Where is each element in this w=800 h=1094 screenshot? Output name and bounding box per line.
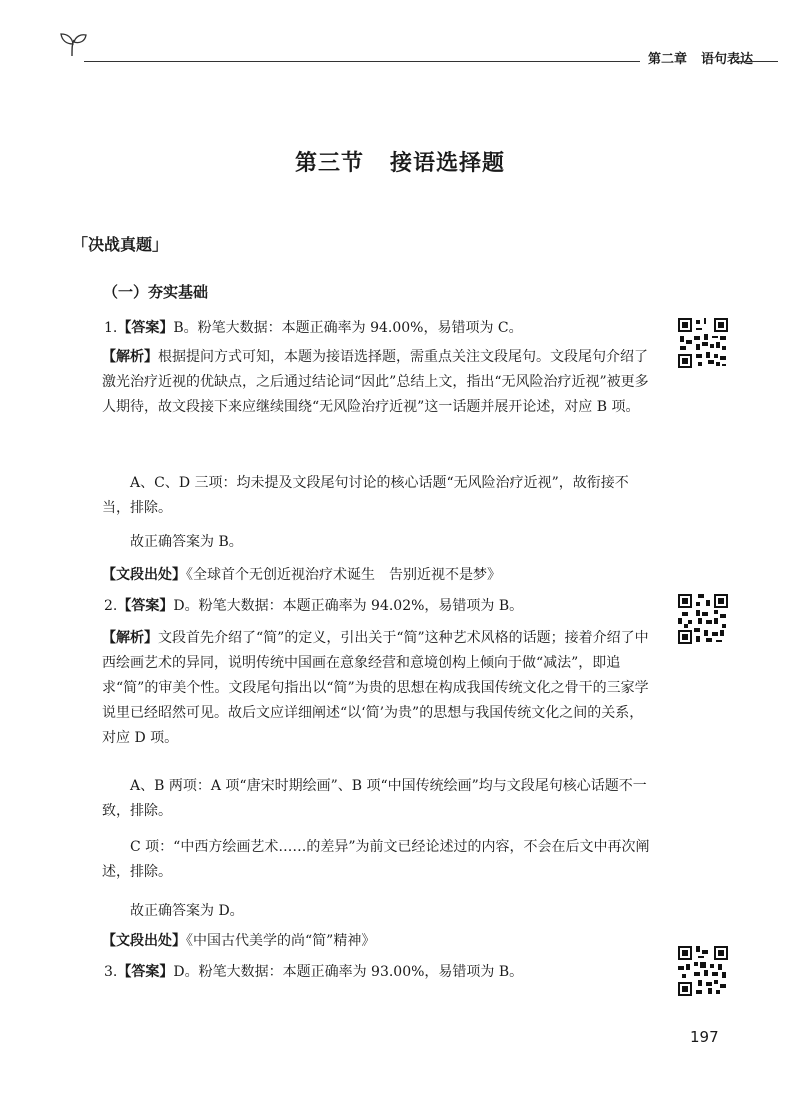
chapter-label: [648, 48, 753, 67]
q3-answer-text: D。粉笔大数据：本题正确率为 93.00%，易错项为 B。: [173, 964, 524, 980]
section-name: 接语选择题: [390, 151, 506, 176]
answer-tag: 【答案】: [117, 964, 174, 980]
q3-number: 3.: [104, 964, 118, 980]
q2-number: 2.: [104, 598, 118, 614]
q1-answer-text: B。粉笔大数据：本题正确率为 94.00%，易错项为 C。: [173, 320, 523, 336]
analysis-tag: 【解析】: [102, 630, 158, 646]
chapter-number: 第二章: [648, 52, 688, 67]
source-tag: 【文段出处】: [102, 567, 186, 583]
q2-source: [102, 929, 650, 954]
q2-source-text: 《中国古代美学的尚“简”精神》: [186, 933, 376, 949]
source-tag: 【文段出处】: [102, 933, 186, 949]
q1-analysis: [102, 345, 650, 420]
chapter-title: 语句表达: [701, 52, 754, 67]
subheading: （一）夯实基础: [103, 283, 209, 301]
qr-code-icon[interactable]: [678, 946, 728, 996]
q2-analysis: [102, 626, 650, 751]
q2-options-ab: A、B 两项：A 项“唐宋时期绘画”、B 项“中国传统绘画”均与文段尾句核心话题不一致，排除。: [102, 778, 647, 819]
q2-answer-text: D。粉笔大数据：本题正确率为 94.02%，易错项为 B。: [173, 598, 524, 614]
q1-number: 1.: [104, 320, 118, 336]
q1-source: [102, 563, 650, 588]
q3-answer: [102, 960, 650, 985]
q2-answer: [102, 594, 650, 619]
header-rule-right: [734, 61, 778, 62]
analysis-tag: 【解析】: [102, 349, 158, 365]
section-number: 第三节: [294, 151, 364, 176]
q1-analysis-text: 根据提问方式可知，本题为接语选择题，需重点关注文段尾句。文段尾句介绍了激光治疗近视的优缺点，之后通过结论词“因此”总结上文，指出“无风险治疗近视”被更多人期待，故文段接下来应继续围绕“无风险治疗近视”这一话题并展开论述，对应 B 项。: [102, 349, 649, 415]
q1-conclusion: 故正确答案为 B。: [130, 534, 243, 550]
q1-answer: [102, 316, 650, 341]
qr-code-icon[interactable]: [678, 318, 728, 368]
answer-tag: 【答案】: [117, 598, 174, 614]
leaf-icon: [58, 32, 88, 58]
page-number: 197: [690, 1028, 719, 1046]
q1-source-text: 《全球首个无创近视治疗术诞生 告别近视不是梦》: [186, 567, 501, 583]
banner-heading: 「决战真题」: [72, 235, 169, 254]
header-rule-left: [84, 61, 640, 62]
q2-conclusion: 故正确答案为 D。: [130, 903, 244, 919]
section-title: [0, 146, 800, 177]
qr-code-icon[interactable]: [678, 594, 728, 644]
q2-option-c: C 项：“中西方绘画艺术……的差异”为前文已经论述过的内容，不会在后文中再次阐述，排除。: [102, 839, 650, 880]
q2-analysis-text: 文段首先介绍了“简”的定义，引出关于“简”这种艺术风格的话题；接着介绍了中西绘画艺术的异同，说明传统中国画在意象经营和意境创构上倾向于做“减法”，即追求“简”的审美个性。文段尾句指出以“简”为贵的思想在构成我国传统文化之骨干的三家学说里已经昭然可见。故后文应详细阐述“以‘简’为贵”的思想与我国传统文化之间的关系，对应 D 项。: [102, 630, 649, 746]
page-header: [58, 28, 778, 68]
q1-options-paragraph: A、C、D 三项：均未提及文段尾句讨论的核心话题“无风险治疗近视”，故衔接不当，排除。: [102, 475, 629, 516]
answer-tag: 【答案】: [117, 320, 174, 336]
